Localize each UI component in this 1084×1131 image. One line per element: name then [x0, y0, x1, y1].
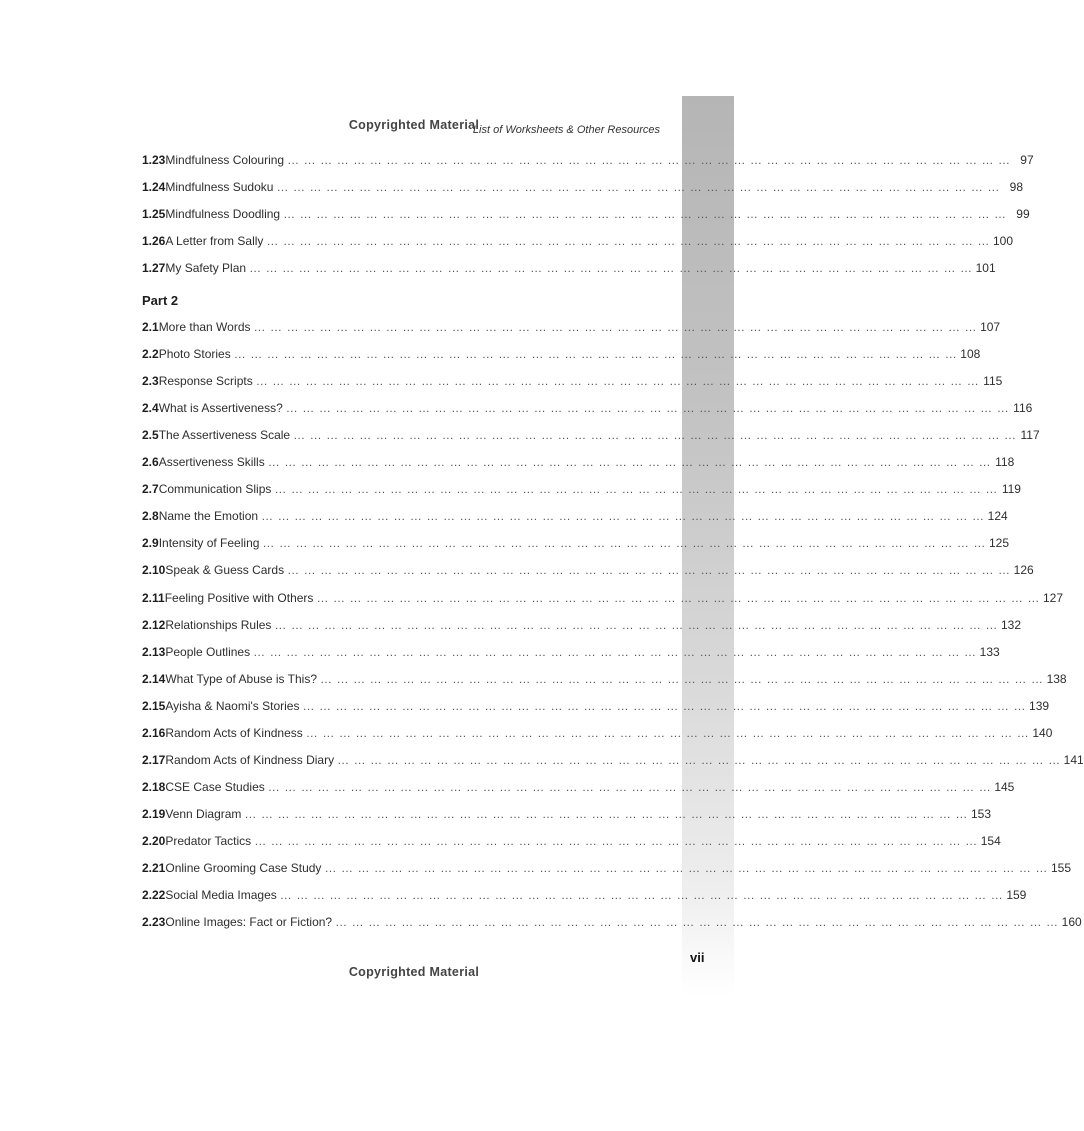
toc-entry	[142, 509, 1008, 527]
toc-entry	[142, 207, 1030, 225]
entry-title: Online Grooming Case Study	[165, 861, 322, 875]
entry-number: 2.16	[142, 725, 166, 740]
toc-entry	[142, 671, 1067, 690]
entry-number: 1.26	[142, 234, 166, 249]
dot-leader: … … … … … … … … … … … … … … … … … … … … … … … … … … … … … … … … … … … … … … … … … … … …	[293, 428, 1017, 443]
dot-leader: … … … … … … … … … … … … … … … … … … … … … … … … … … … … … … … … … … … … … … … … … … … …	[233, 347, 958, 362]
entry-title: Name the Emotion	[158, 509, 259, 524]
toc-entry	[142, 779, 1015, 798]
toc-entry	[142, 428, 1040, 446]
toc-entry	[142, 590, 1064, 609]
dot-leader: … … … … … … … … … … … … … … … … … … … … … … … … … … … … … … … … … … … … … … … … … … … …	[253, 320, 978, 334]
entry-title: Communication Slips	[158, 482, 272, 497]
entry-title: More than Words	[158, 320, 251, 334]
entry-number: 2.10	[142, 563, 166, 578]
entry-title: Relationships Rules	[165, 617, 272, 632]
toc-entry	[142, 401, 1033, 419]
entry-number: 2.3	[142, 374, 159, 389]
entry-number: 2.11	[142, 590, 165, 605]
entry-title: Random Acts of Kindness	[165, 725, 303, 740]
entry-page: 153	[970, 806, 991, 821]
dot-leader: … … … … … … … … … … … … … … … … … … … … … … … … … … … … … … … … … … … … … … … … … … … …	[254, 833, 978, 848]
entry-title: What is Assertiveness?	[158, 401, 283, 416]
entry-title: People Outlines	[165, 644, 251, 659]
toc-entry	[142, 536, 1010, 554]
dot-leader: … … … … … … … … … … … … … … … … … … … … … … … … … … … … … … … … … … … … … … … … … … … …	[285, 401, 1010, 416]
entry-page: 154	[980, 833, 1001, 848]
entry-title: The Assertiveness Scale	[158, 428, 291, 443]
dot-leader: … … … … … … … … … … … … … … … … … … … … … … … … … … … … … … … … … … … … … … … … … … … …	[337, 752, 1061, 767]
entry-title: Mindfulness Doodling	[165, 207, 281, 222]
toc-entry	[142, 234, 1013, 252]
entry-title: Feeling Positive with Others	[164, 590, 314, 605]
entry-number: 2.21	[142, 861, 166, 875]
toc-entry	[142, 806, 991, 825]
entry-number: 2.9	[142, 536, 159, 551]
entry-number: 2.8	[142, 509, 159, 524]
entry-number: 2.2	[142, 347, 159, 362]
entry-number: 2.7	[142, 482, 159, 497]
entry-page: 132	[1000, 617, 1022, 632]
entry-title: Assertiveness Skills	[158, 455, 265, 470]
toc-entry	[142, 861, 1072, 879]
entry-title: Venn Diagram	[165, 806, 242, 821]
entry-number: 2.20	[142, 833, 166, 848]
entry-page: 160	[1061, 915, 1082, 930]
entry-title: Ayisha & Naomi's Stories	[165, 698, 300, 713]
entry-page: 119	[1001, 482, 1021, 497]
dot-leader: … … … … … … … … … … … … … … … … … … … … … … … … … … … … … … … … … … … … … … … … … … … …	[287, 563, 1011, 578]
entry-page: 97	[1020, 153, 1034, 167]
entry-title: A Letter from Sally	[165, 234, 264, 249]
dot-leader: … … … … … … … … … … … … … … … … … … … … … … … … … … … … … … … … … … … … … … … … … … … …	[274, 482, 998, 497]
watermark-top: Copyrighted Material	[348, 118, 480, 132]
entry-page: 118	[995, 455, 1015, 470]
entry-page: 159	[1006, 888, 1027, 903]
part2-heading: Part 2	[142, 293, 179, 308]
entry-title: Mindfulness Colouring	[165, 153, 285, 167]
entry-page: 133	[979, 644, 1000, 659]
toc-entry	[142, 617, 1022, 636]
toc-entry	[142, 644, 1000, 663]
entry-title: Photo Stories	[158, 347, 231, 362]
dot-leader: … … … … … … … … … … … … … … … … … … … … … … … … … … … … … … … … … … … … … … … … … … … …	[283, 207, 1007, 222]
entry-number: 2.4	[142, 401, 159, 416]
dot-leader: … … … … … … … … … … … … … … … … … … … … … … … … … … … … … … … … … … … … … … … … … … … …	[335, 915, 1059, 930]
toc-entry	[142, 698, 1050, 717]
entry-number: 2.22	[142, 888, 166, 903]
entry-number: 2.19	[142, 806, 166, 821]
entry-number: 2.18	[142, 779, 166, 794]
dot-leader: … … … … … … … … … … … … … … … … … … … … … … … … … … … … … … … … … … … … … … … … … … … …	[267, 455, 992, 470]
entry-number: 2.12	[142, 617, 166, 632]
dot-leader: … … … … … … … … … … … … … … … … … … … … … … … … … … … … … … … … … … … … … … … … … … … …	[255, 374, 980, 389]
dot-leader: … … … … … … … … … … … … … … … … … … … … … … … … … … … … … … … … … … … … … … … … … … … …	[249, 261, 973, 276]
toc-entry	[142, 347, 981, 365]
entry-page: 138	[1046, 671, 1067, 686]
dot-leader: … … … … … … … … … … … … … … … … … … … … … … … … … … … … … … … … … … … … … … … … … … … …	[253, 644, 977, 659]
entry-number: 2.17	[142, 752, 166, 767]
dot-leader: … … … … … … … … … … … … … … … … … … … … … … … … … … … … … … … … … … … … … … … … … … … …	[274, 617, 998, 632]
dot-leader: … … … … … … … … … … … … … … … … … … … … … … … … … … … … … … … … … … … … … … … … … … … …	[279, 888, 1004, 903]
entry-page: 116	[1013, 401, 1033, 416]
dot-leader: … … … … … … … … … … … … … … … … … … … … … … … … … … … … … … … … … … … … … … … … … … … …	[267, 779, 992, 794]
entry-title: My Safety Plan	[165, 261, 247, 276]
entry-page: 98	[1009, 180, 1023, 195]
watermark-bottom: Copyrighted Material	[348, 965, 480, 979]
dot-leader: … … … … … … … … … … … … … … … … … … … … … … … … … … … … … … … … … … … … … … … … … … … …	[276, 180, 1000, 195]
entry-number: 2.15	[142, 698, 166, 713]
entry-number: 2.14	[142, 671, 166, 686]
entry-number: 2.1	[142, 320, 159, 334]
page-number: vii	[690, 950, 705, 965]
entry-page: 100	[992, 234, 1013, 249]
entry-title: Online Images: Fact or Fiction?	[165, 915, 333, 930]
entry-page: 124	[987, 509, 1008, 524]
entry-page: 108	[960, 347, 981, 362]
dot-leader: … … … … … … … … … … … … … … … … … … … … … … … … … … … … … … … … … … … … … … … … … … … …	[287, 153, 1011, 167]
toc-entry	[142, 915, 1082, 933]
entry-number: 2.6	[142, 455, 159, 470]
entry-page: 140	[1032, 725, 1053, 740]
entry-title: Predator Tactics	[165, 833, 252, 848]
dot-leader: … … … … … … … … … … … … … … … … … … … … … … … … … … … … … … … … … … … … … … … … … … … …	[320, 671, 1044, 686]
dot-leader: … … … … … … … … … … … … … … … … … … … … … … … … … … … … … … … … … … … … … … … … … … … …	[261, 509, 985, 524]
toc-entry	[142, 180, 1023, 198]
entry-title: Social Media Images	[165, 888, 277, 903]
toc-entry	[142, 261, 996, 279]
entry-page: 145	[994, 779, 1015, 794]
entry-number: 2.23	[142, 915, 166, 930]
toc-entry	[142, 153, 1034, 171]
dot-leader: … … … … … … … … … … … … … … … … … … … … … … … … … … … … … … … … … … … … … … … … … … … …	[324, 861, 1048, 875]
entry-number: 1.25	[142, 207, 166, 222]
toc-entry	[142, 888, 1027, 906]
entry-page: 125	[988, 536, 1010, 551]
dot-leader: … … … … … … … … … … … … … … … … … … … … … … … … … … … … … … … … … … … … … … … … … … … …	[316, 590, 1040, 605]
dot-leader: … … … … … … … … … … … … … … … … … … … … … … … … … … … … … … … … … … … … … … … … … … … …	[266, 234, 990, 249]
entry-title: Response Scripts	[158, 374, 253, 389]
toc-entry	[142, 320, 1001, 338]
entry-title: Random Acts of Kindness Diary	[165, 752, 335, 767]
running-head: List of Worksheets & Other Resources	[472, 124, 660, 136]
dot-leader: … … … … … … … … … … … … … … … … … … … … … … … … … … … … … … … … … … … … … … … … … … … …	[262, 536, 986, 551]
entry-page: 139	[1029, 698, 1050, 713]
entry-title: Mindfulness Sudoku	[165, 180, 274, 195]
entry-page: 101	[975, 261, 996, 276]
entry-number: 2.5	[142, 428, 159, 443]
toc-entry	[142, 725, 1053, 744]
toc-entry	[142, 455, 1015, 473]
entry-number: 1.27	[142, 261, 166, 276]
toc-entry	[142, 563, 1034, 581]
entry-page: 126	[1013, 563, 1034, 578]
toc-entry	[142, 374, 1003, 392]
dot-leader: … … … … … … … … … … … … … … … … … … … … … … … … … … … … … … … … … … … … … … … … … … … …	[244, 806, 968, 821]
dot-leader: … … … … … … … … … … … … … … … … … … … … … … … … … … … … … … … … … … … … … … … … … … … …	[305, 725, 1030, 740]
entry-page: 115	[983, 374, 1003, 389]
entry-number: 1.23	[142, 153, 166, 167]
entry-number: 2.13	[142, 644, 166, 659]
dot-leader: … … … … … … … … … … … … … … … … … … … … … … … … … … … … … … … … … … … … … … … … … … … …	[302, 698, 1027, 713]
entry-page: 99	[1016, 207, 1030, 222]
entry-title: Intensity of Feeling	[158, 536, 260, 551]
entry-page: 107	[980, 320, 1001, 334]
toc-entry	[142, 833, 1001, 852]
entry-page: 155	[1051, 861, 1072, 875]
toc-entry	[142, 482, 1021, 500]
entry-page: 127	[1043, 590, 1064, 605]
entry-title: What Type of Abuse is This?	[165, 671, 317, 686]
entry-page: 117	[1020, 428, 1040, 443]
toc-entry	[142, 752, 1084, 771]
entry-title: CSE Case Studies	[165, 779, 265, 794]
entry-page: 141	[1063, 752, 1084, 767]
entry-title: Speak & Guess Cards	[165, 563, 285, 578]
entry-number: 1.24	[142, 180, 166, 195]
